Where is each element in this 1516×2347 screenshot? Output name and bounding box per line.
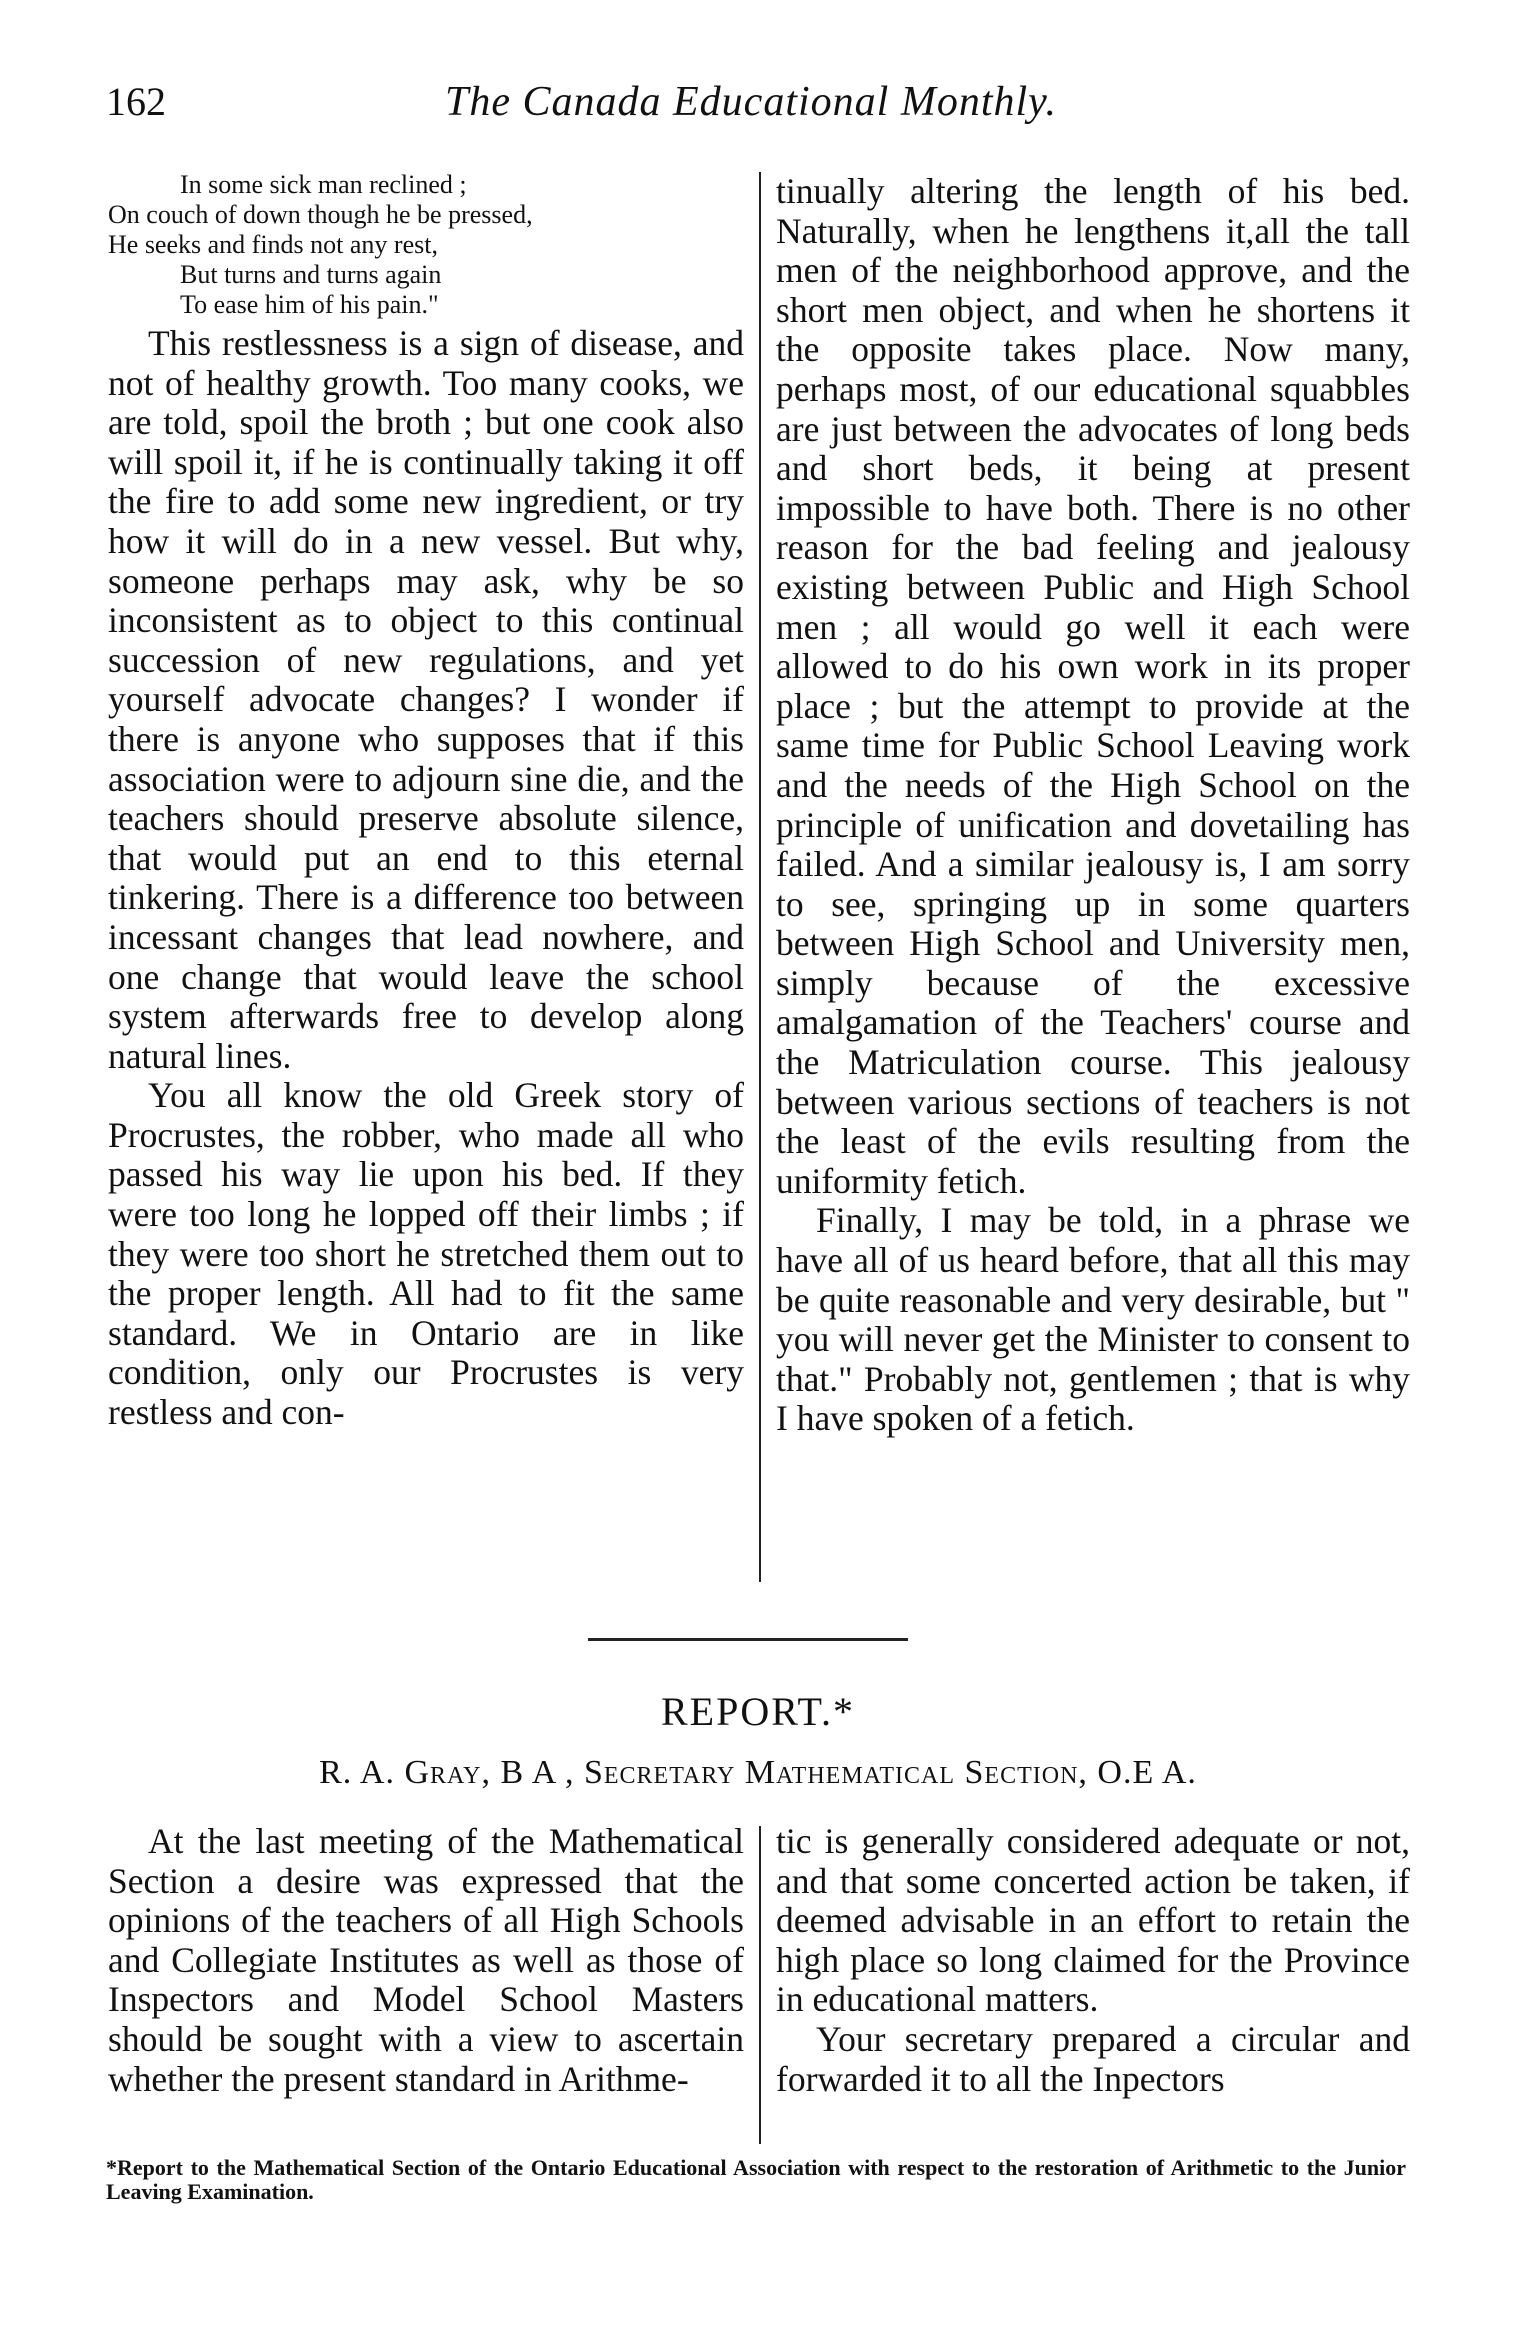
running-head (106, 78, 1396, 138)
poem-stanza (108, 170, 744, 320)
section-divider (588, 1638, 908, 1641)
report-right-column (776, 1822, 1410, 2099)
poem-line: He seeks and finds not any rest, (108, 230, 438, 259)
journal-title: The Canada Educational Monthly. (445, 79, 1057, 125)
left-column-text (108, 324, 744, 1433)
paragraph: Finally, I may be told, in a phrase we have all of us heard before, that all this may be quite reasonable and very desirable, but " you will never get the Minister to consent to that." Probably not, gentlemen ; that is why I have spoken of a fetich. (776, 1200, 1410, 1439)
report-byline: R. A. Gray, B A , Secretary Mathematical Section, O.E A. (319, 1754, 1197, 1791)
poem-line: To ease him of his pain." (180, 290, 439, 319)
paragraph: tinually altering the length of his bed. Naturally, when he lengthens it,all the tall men of the neighborhood approve, and the short men object, and when he shortens it the opposite takes place. Now many, perhaps most, of our educational squabbles are just between the advocates of long beds and short beds, it being at present impossible to have both. There is no other reason for the bad feeling and jealousy existing between Public and High School men ; all would go well it each were allowed to do his own work in its proper place ; but the attempt to provide at the same time for Public School Leaving work and the needs of the High School on the principle of unification and dovetailing has failed. And a similar jealousy is, I am sorry to see, springing up in some quarters between High School and University men, simply because of the excessive amalgamation of the Teachers' course and the Matriculation course. This jealousy between various sections of teachers is not the least of the evils resulting from the uniformity fetich. (776, 171, 1410, 1201)
poem-line: But turns and turns again (180, 260, 442, 289)
poem-line: In some sick man reclined ; (180, 170, 467, 199)
right-column-text (776, 172, 1410, 1439)
poem-line: On couch of down though he be pressed, (108, 200, 533, 229)
report-left-text (108, 1822, 744, 2099)
paragraph: You all know the old Greek story of Procrustes, the robber, who made all who passed his way lie upon his bed. If they were too long he lopped off their limbs ; if they were too short he stretched them out to the proper length. All had to fit the same standard. We in Ontario are in like condition, only our Procrustes is very restless and con- (108, 1075, 744, 1433)
paragraph: At the last meeting of the Mathematical Section a desire was expressed that the opinions of the teachers of all High Schools and Collegiate Institutes as well as those of Inspectors and Model School Masters should be sought with a view to ascertain whether the present standard in Arithme- (108, 1821, 744, 2099)
paragraph: tic is generally considered adequate or not, and that some concerted action be taken, if deemed advisable in an effort to retain the high place so long claimed for the Province in educational matters. (776, 1821, 1410, 2020)
paragraph: This restlessness is a sign of disease, and not of healthy growth. Too many cooks, we are told, spoil the broth ; but one cook also will spoil it, if he is continually taking it off the fire to add some new ingredient, or try how it will do in a new vessel. But why, someone perhaps may ask, why be so inconsistent as to object to this continual succession of new regulations, and yet yourself advocate changes? I wonder if there is anyone who supposes that if this association were to adjourn sine die, and the teachers should preserve absolute silence, that would put an end to this eternal tinkering. There is a difference too between incessant changes that lead nowhere, and one change that would leave the school system afterwards free to develop along natural lines. (108, 323, 744, 1076)
report-column-divider (759, 1826, 761, 2144)
paragraph: Your secretary prepared a circular and forwarded it to all the Inpectors (776, 2018, 1410, 2099)
report-right-text (776, 1822, 1410, 2099)
left-column (108, 170, 744, 1433)
report-heading: REPORT.* (661, 1689, 855, 1734)
right-column (776, 172, 1410, 1439)
footnote: *Report to the Mathematical Section of the Ontario Educational Association with respect to the restoration of Arithmetic to the Junior Leaving Examination. (106, 2155, 1406, 2204)
column-divider (759, 172, 761, 1582)
report-left-column (108, 1822, 744, 2099)
page-number: 162 (106, 79, 166, 124)
